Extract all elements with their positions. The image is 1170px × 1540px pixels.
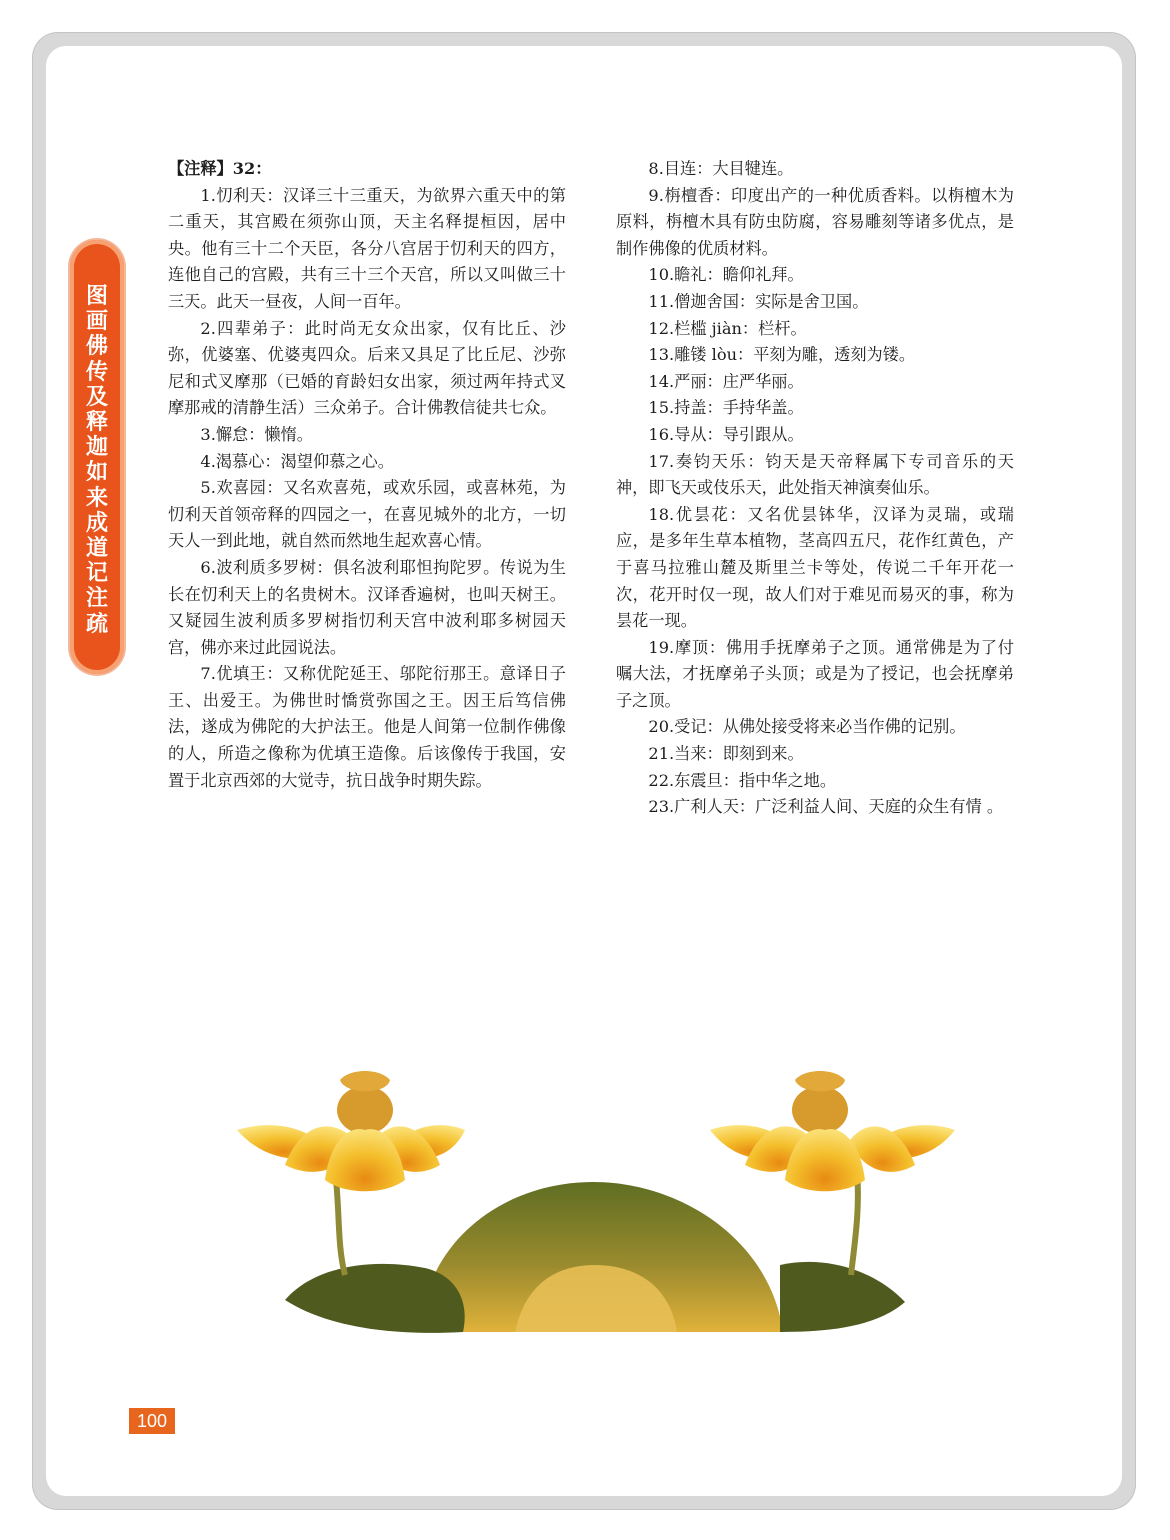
note-item: 5.欢喜园：又名欢喜苑，或欢乐园，或喜林苑，为忉利天首领帝释的四园之一，在喜见城外的北方，一切天人一到此地，就自然而然地生起欢喜心情。 bbox=[168, 478, 566, 551]
note-item: 6.波利质多罗树：俱名波利耶怛拘陀罗。传说为生长在忉利天上的名贵树木。汉译香遍树，也叫天树王。又疑园生波利质多罗树指忉利天宫中波利耶多树园天宫，佛亦来过此园说法。 bbox=[168, 557, 566, 657]
lotus-illustration bbox=[225, 1070, 965, 1345]
lotus-flower-left bbox=[237, 1071, 465, 1191]
side-title-text: 图画佛传及释迦如来成道记注疏 bbox=[85, 284, 108, 637]
note-item: 9.栴檀香：印度出产的一种优质香料。以栴檀木为原料，栴檀木具有防虫防腐，容易雕刻等诸多优点，是制作佛像的优质材料。 bbox=[616, 185, 1014, 258]
side-title-tab bbox=[70, 240, 124, 674]
note-item: 22.东震旦：指中华之地。 bbox=[648, 770, 837, 790]
page-number: 100 bbox=[129, 1408, 175, 1434]
note-item: 3.懈怠：懒惰。 bbox=[200, 424, 313, 444]
note-item: 23.广利人天：广泛利益人间、天庭的众生有情 。 bbox=[648, 797, 1004, 817]
note-item: 13.雕镂 lòu：平刻为雕，透刻为镂。 bbox=[648, 345, 916, 365]
note-item: 4.渴慕心：渴望仰慕之心。 bbox=[200, 451, 394, 471]
note-item: 15.持盖：手持华盖。 bbox=[648, 398, 804, 418]
note-item: 20.受记：从佛处接受将来必当作佛的记别。 bbox=[648, 717, 966, 737]
notes-right-column bbox=[616, 156, 1014, 821]
note-item: 19.摩顶：佛用手抚摩弟子之顶。通常佛是为了付嘱大法，才抚摩弟子头顶；或是为了授记，也会抚摩弟子之顶。 bbox=[616, 637, 1014, 710]
note-item: 1.忉利天：汉译三十三重天，为欲界六重天中的第二重天，其宫殿在须弥山顶，天主名释提桓因，居中央。他有三十二个天臣，各分八宫居于忉利天的四方，连他自己的宫殿，共有三十三个天宫，所以又叫做三十三天。此天一昼夜，人间一百年。 bbox=[168, 185, 566, 311]
note-item: 16.导从：导引跟从。 bbox=[648, 424, 804, 444]
note-item: 10.瞻礼：瞻仰礼拜。 bbox=[648, 265, 804, 285]
note-item: 7.优填王：又称优陀延王、邬陀衍那王。意译日子王、出爱王。为佛世时憍赏弥国之王。因王后笃信佛法，遂成为佛陀的大护法王。他是人间第一位制作佛像的人，所造之像称为优填王造像。后该像传于我国，安置于北京西郊的大觉寺，抗日战争时期失踪。 bbox=[168, 664, 566, 790]
note-item: 18.优昙花：又名优昙钵华，汉译为灵瑞，或瑞应，是多年生草本植物，茎高四五尺，花作红黄色，产于喜马拉雅山麓及斯里兰卡等处，传说二千年开花一次，花开时仅一现，故人们对于难见而易灭的事，称为昙花一现。 bbox=[616, 504, 1014, 631]
note-item: 2.四辈弟子：此时尚无女众出家，仅有比丘、沙弥，优婆塞、优婆夷四众。后来又具足了比丘尼、沙弥尼和式叉摩那（已婚的育龄妇女出家，须过两年持式叉摩那戒的清静生活）三众弟子。合计佛教信徒共七众。 bbox=[168, 318, 566, 418]
lotus-flower-right bbox=[710, 1071, 955, 1191]
lotus-leaf-left bbox=[285, 1264, 465, 1333]
notes-left-column bbox=[168, 156, 566, 794]
notes-heading: 【注释】32： bbox=[168, 159, 272, 178]
lotus-leaf-right bbox=[780, 1262, 905, 1332]
note-item: 11.僧迦舍国：实际是舍卫国。 bbox=[648, 291, 869, 311]
note-item: 17.奏钧天乐：钧天是天帝释属下专司音乐的天神，即飞天或伎乐天，此处指天神演奏仙乐。 bbox=[616, 451, 1014, 498]
note-item: 21.当来：即刻到来。 bbox=[648, 744, 804, 764]
note-item: 12.栏槛 jiàn：栏杆。 bbox=[648, 318, 807, 338]
note-item: 8.目连：大目犍连。 bbox=[648, 159, 794, 178]
note-item: 14.严丽：庄严华丽。 bbox=[648, 371, 804, 391]
